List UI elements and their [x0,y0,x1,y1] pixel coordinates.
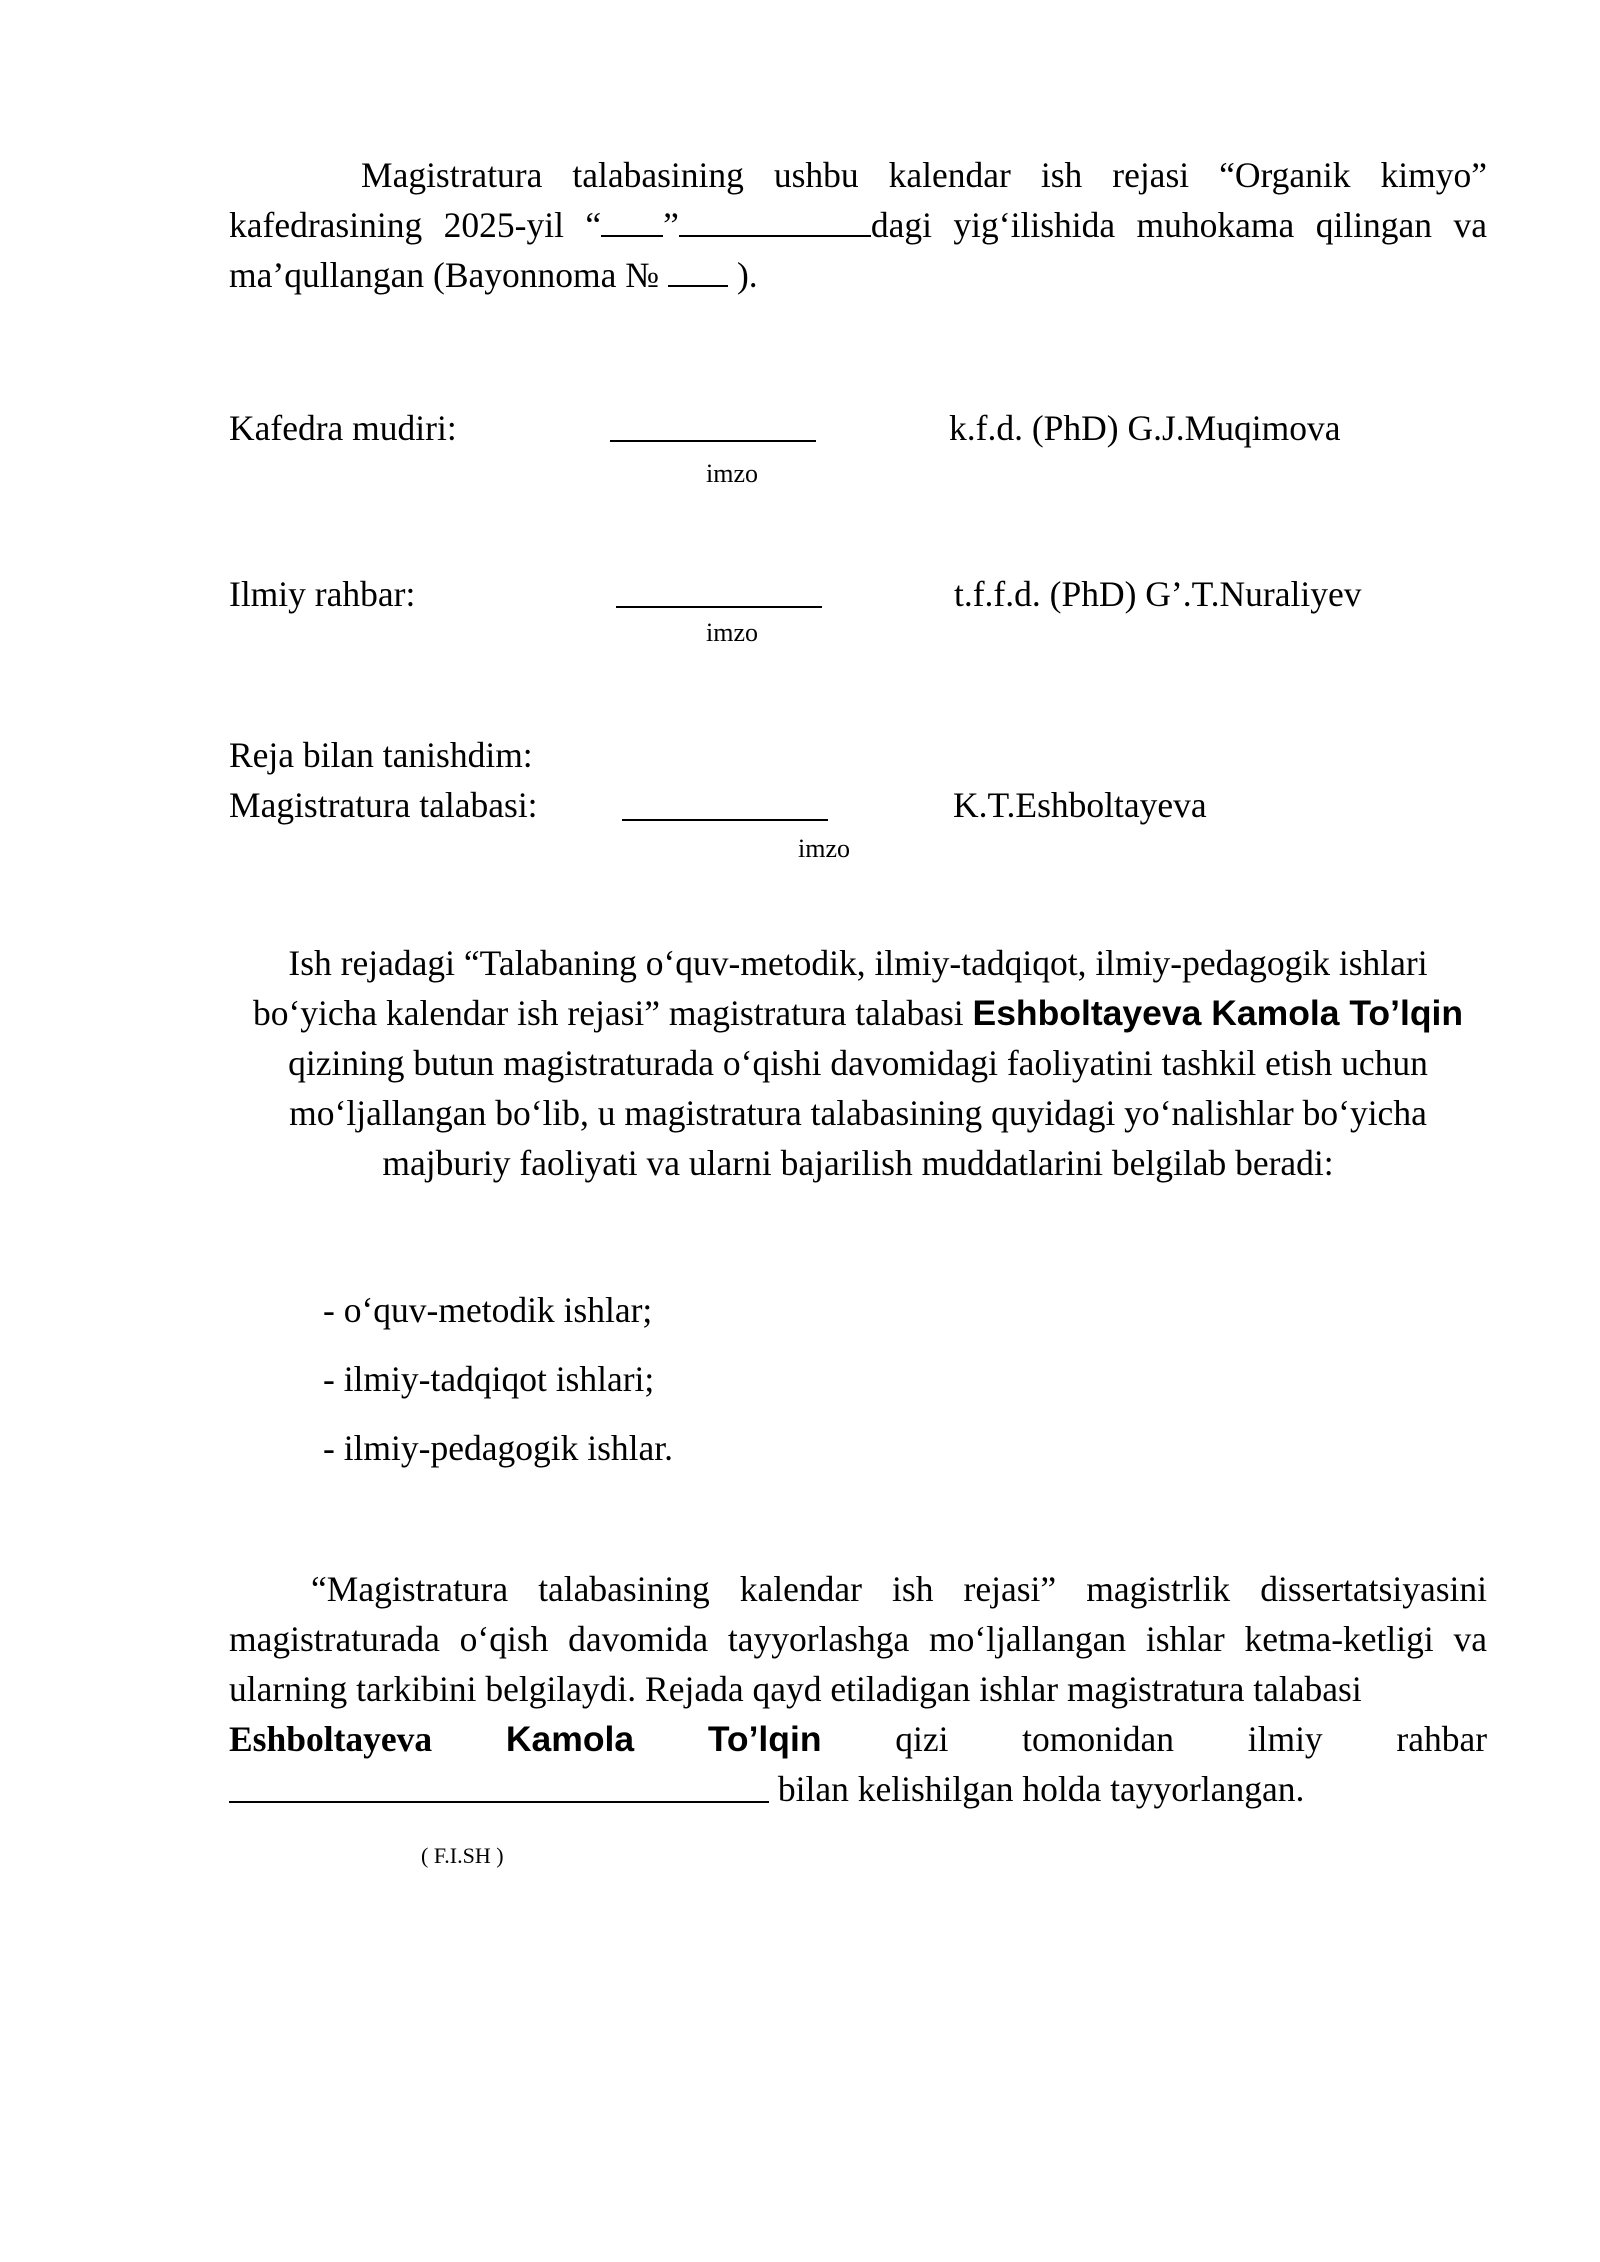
month-blank[interactable] [679,231,871,237]
student-name: K.T.Eshboltayeva [953,785,1207,825]
closing-word-rahbar: rahbar [1396,1719,1488,1759]
head-name: k.f.d. (PhD) G.J.Muqimova [949,408,1341,448]
intro-text-1: Magistratura talabasining ushbu kalendar ish rejasi “Organik kimyo” kafedrasining 2025-yil “ [229,155,1487,245]
student-fullname: Eshboltayeva Kamola To’lqin [972,993,1464,1033]
closing-name-line [229,1719,1487,1759]
supervisor-signature-line[interactable] [616,606,822,608]
supervisor-name: t.f.f.d. (PhD) G’.T.Nuraliyev [954,574,1362,614]
closing-final-line [229,1769,1304,1809]
activity-item-pedagogical: - ilmiy-pedagogik ishlar. [323,1428,674,1468]
closing-text: “Magistratura talabasining kalendar ish rejasi” magistrlik dissertatsiyasini magistraturada o‘qish davomida tayyorlashga mo‘ljallangan ishlar ketma-ketligi va ularning tarkibini belgilaydi. Rejada qayd etiladigan ishlar magistratura talabasi [229,1569,1487,1709]
closing-word-ilmiy: ilmiy [1247,1719,1323,1759]
closing-name-word-2: Kamola [505,1719,635,1759]
closing-paragraph [229,1564,1487,1714]
intro-paragraph [229,150,1487,300]
closing-name-word-3: To’lqin [707,1719,822,1759]
closing-word-tomonidan: tomonidan [1022,1719,1175,1759]
closing-word-qizi: qizi [895,1719,949,1759]
intro-text-4: ). [728,255,758,295]
closing-tail: bilan kelishilgan holda tayyorlangan. [769,1769,1305,1809]
closing-name-word-1: Eshboltayeva [229,1719,433,1759]
head-signature-caption: imzo [706,459,758,488]
head-label: Kafedra mudiri: [229,408,457,448]
protocol-number-blank[interactable] [668,281,728,287]
description-paragraph [229,938,1487,1188]
head-signature-line[interactable] [610,440,816,442]
activity-item-research: - ilmiy-tadqiqot ishlari; [323,1359,655,1399]
acquainted-label: Reja bilan tanishdim: [229,735,533,775]
description-text-1: Ish rejadagi “Talabaning o‘quv-metodik, ilmiy-tadqiqot, ilmiy-pedagogik ishlari bo‘yicha kalendar ish rejasi” magistratura talabasi [252,943,1428,1033]
fish-caption: ( F.I.SH ) [421,1843,504,1868]
day-blank[interactable] [601,231,663,237]
supervisor-fullname-blank[interactable] [229,1801,769,1803]
intro-text-3: dagi yig‘ilishida muhokama qilingan va ma’qullangan (Bayonnoma № [229,205,1487,295]
activity-item-educational: - o‘quv-metodik ishlar; [323,1290,653,1330]
description-text-2: qizining butun magistraturada o‘qishi davomidagi faoliyatini tashkil etish uchun mo‘ljallangan bo‘lib, u magistratura talabasining quyidagi yo‘nalishlar bo‘yicha majburiy faoliyati va ularni bajarilish muddatlarini belgilab beradi: [288,1043,1428,1183]
supervisor-label: Ilmiy rahbar: [229,574,416,614]
student-label: Magistratura talabasi: [229,785,538,825]
intro-text-2: ” [663,205,679,245]
student-signature-line[interactable] [622,819,828,821]
supervisor-signature-caption: imzo [706,618,758,647]
student-signature-caption: imzo [798,834,850,863]
